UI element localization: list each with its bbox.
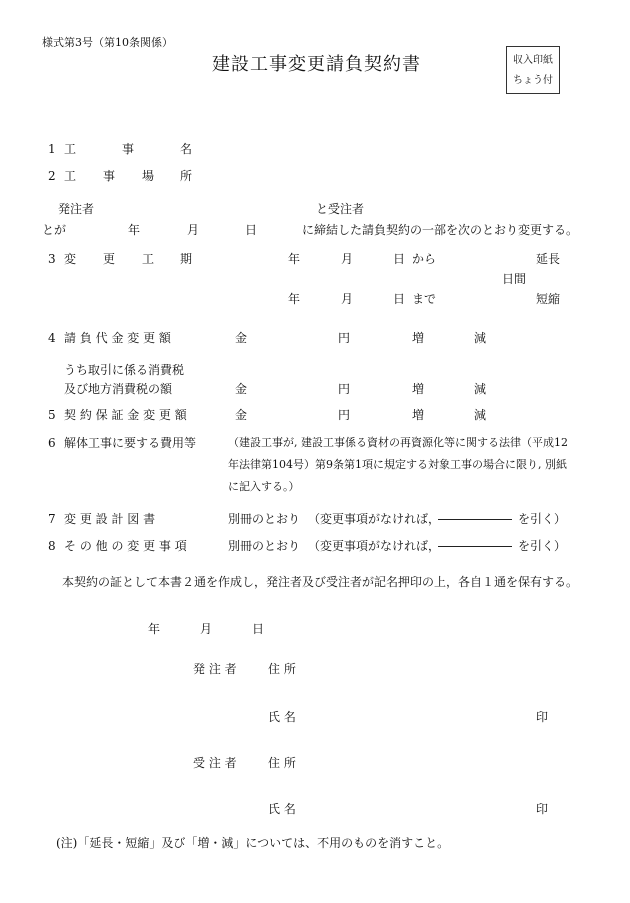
item-7-note-close: を引く） (518, 512, 567, 526)
tax-label-line-1: うち取引に係る消費税 (64, 363, 185, 377)
item-2-char-1: 工 (64, 169, 77, 183)
contractor-address-label: 住 所 (268, 756, 296, 770)
item-1-char-1: 工 (64, 142, 77, 156)
concluded-text: に締結した請負契約の一部を次のとおり変更する。 (302, 223, 579, 237)
period-from-day: 日 (393, 252, 406, 266)
item-8-per-separate: 別冊のとおり (228, 539, 301, 553)
contractor-seal-mark: 印 (536, 802, 549, 816)
tax-en: 円 (338, 382, 351, 396)
item-5-gen: 減 (474, 408, 487, 422)
item-3-char-3: 工 (142, 252, 155, 266)
orderer-seal-mark: 印 (536, 710, 549, 724)
item-6-note-line-3: に記入する。） (228, 480, 300, 493)
item-8-number: 8 (48, 539, 56, 553)
item-7-number: 7 (48, 512, 56, 526)
contractor-signature-label: 受 注 者 (193, 756, 237, 770)
contract-day-unit: 日 (245, 223, 258, 237)
period-shorten-label: 短縮 (536, 292, 561, 306)
item-7-label: 変 更 設 計 図 書 (64, 512, 156, 526)
closing-statement: 本契約の証として本書２通を作成し，発注者及び受注者が記名押印の上，各自１通を保有する。 (62, 575, 579, 589)
item-8-label: そ の 他 の 変 更 事 項 (64, 539, 187, 553)
item-8-note-open: （変更事項がなければ， (308, 539, 441, 553)
item-1-number: 1 (48, 142, 56, 156)
item-4-number: 4 (48, 331, 56, 345)
period-until-label: まで (412, 292, 437, 306)
orderer-label: 発注者 (58, 202, 95, 216)
item-6-note-line-2: 年法律第104号）第9条第1項に規定する対象工事の場合に限り, 別紙 (228, 458, 567, 471)
signing-month-unit: 月 (200, 622, 213, 636)
item-4-en: 円 (338, 331, 351, 345)
item-3-char-1: 変 (64, 252, 77, 266)
period-until-year: 年 (288, 292, 301, 306)
item-7-per-separate: 別冊のとおり (228, 512, 301, 526)
item-2-char-4: 所 (180, 169, 193, 183)
stamp-line-2: ちょう付 (513, 75, 553, 86)
period-extend-label: 延長 (536, 252, 561, 266)
item-8-blank-line (438, 546, 512, 547)
item-1-char-2: 事 (122, 142, 135, 156)
item-1-char-3: 名 (180, 142, 193, 156)
form-number: 様式第3号（第10条関係） (42, 36, 173, 49)
item-4-zou: 増 (412, 331, 425, 345)
contractor-name-label: 氏 名 (268, 802, 296, 816)
item-2-char-2: 事 (103, 169, 116, 183)
item-3-char-2: 更 (103, 252, 116, 266)
period-from-year: 年 (288, 252, 301, 266)
period-days-label: 日間 (502, 272, 527, 286)
item-7-blank-line (438, 519, 512, 520)
item-8-note-close: を引く） (518, 539, 567, 553)
orderer-address-label: 住 所 (268, 662, 296, 676)
item-4-label: 請 負 代 金 変 更 額 (64, 331, 171, 345)
period-from-month: 月 (341, 252, 354, 266)
item-3-char-4: 期 (180, 252, 193, 266)
item-3-number: 3 (48, 252, 56, 266)
item-2-char-3: 場 (142, 169, 155, 183)
item-4-kin: 金 (235, 331, 248, 345)
period-from-label: から (412, 252, 437, 266)
tax-label-line-2: 及び地方消費税の額 (64, 382, 173, 396)
signing-year-unit: 年 (148, 622, 161, 636)
item-5-number: 5 (48, 408, 56, 422)
item-6-label: 解体工事に要する費用等 (64, 436, 197, 450)
item-7-note-open: （変更事項がなければ， (308, 512, 441, 526)
item-5-kin: 金 (235, 408, 248, 422)
period-until-month: 月 (341, 292, 354, 306)
orderer-name-label: 氏 名 (268, 710, 296, 724)
revenue-stamp-box (506, 46, 560, 94)
document-title: 建設工事変更請負契約書 (212, 54, 421, 75)
contractor-suffix: と受注者 (316, 202, 365, 216)
item-6-number: 6 (48, 436, 56, 450)
tax-gen: 減 (474, 382, 487, 396)
item-5-en: 円 (338, 408, 351, 422)
stamp-line-1: 収入印紙 (513, 55, 553, 66)
item-2-number: 2 (48, 169, 56, 183)
signing-day-unit: 日 (252, 622, 265, 636)
toga-text: とが (42, 223, 67, 237)
period-until-day: 日 (393, 292, 406, 306)
item-4-gen: 減 (474, 331, 487, 345)
item-5-zou: 増 (412, 408, 425, 422)
item-5-label: 契 約 保 証 金 変 更 額 (64, 408, 187, 422)
contract-month-unit: 月 (187, 223, 200, 237)
orderer-signature-label: 発 注 者 (193, 662, 237, 676)
tax-kin: 金 (235, 382, 248, 396)
footnote: (注)「延長・短縮」及び「増・減」については、不用のものを消すこと。 (56, 836, 450, 850)
contract-year-unit: 年 (128, 223, 141, 237)
item-6-note-line-1: （建設工事が, 建設工事係る資材の再資源化等に関する法律（平成12 (228, 436, 568, 449)
tax-zou: 増 (412, 382, 425, 396)
